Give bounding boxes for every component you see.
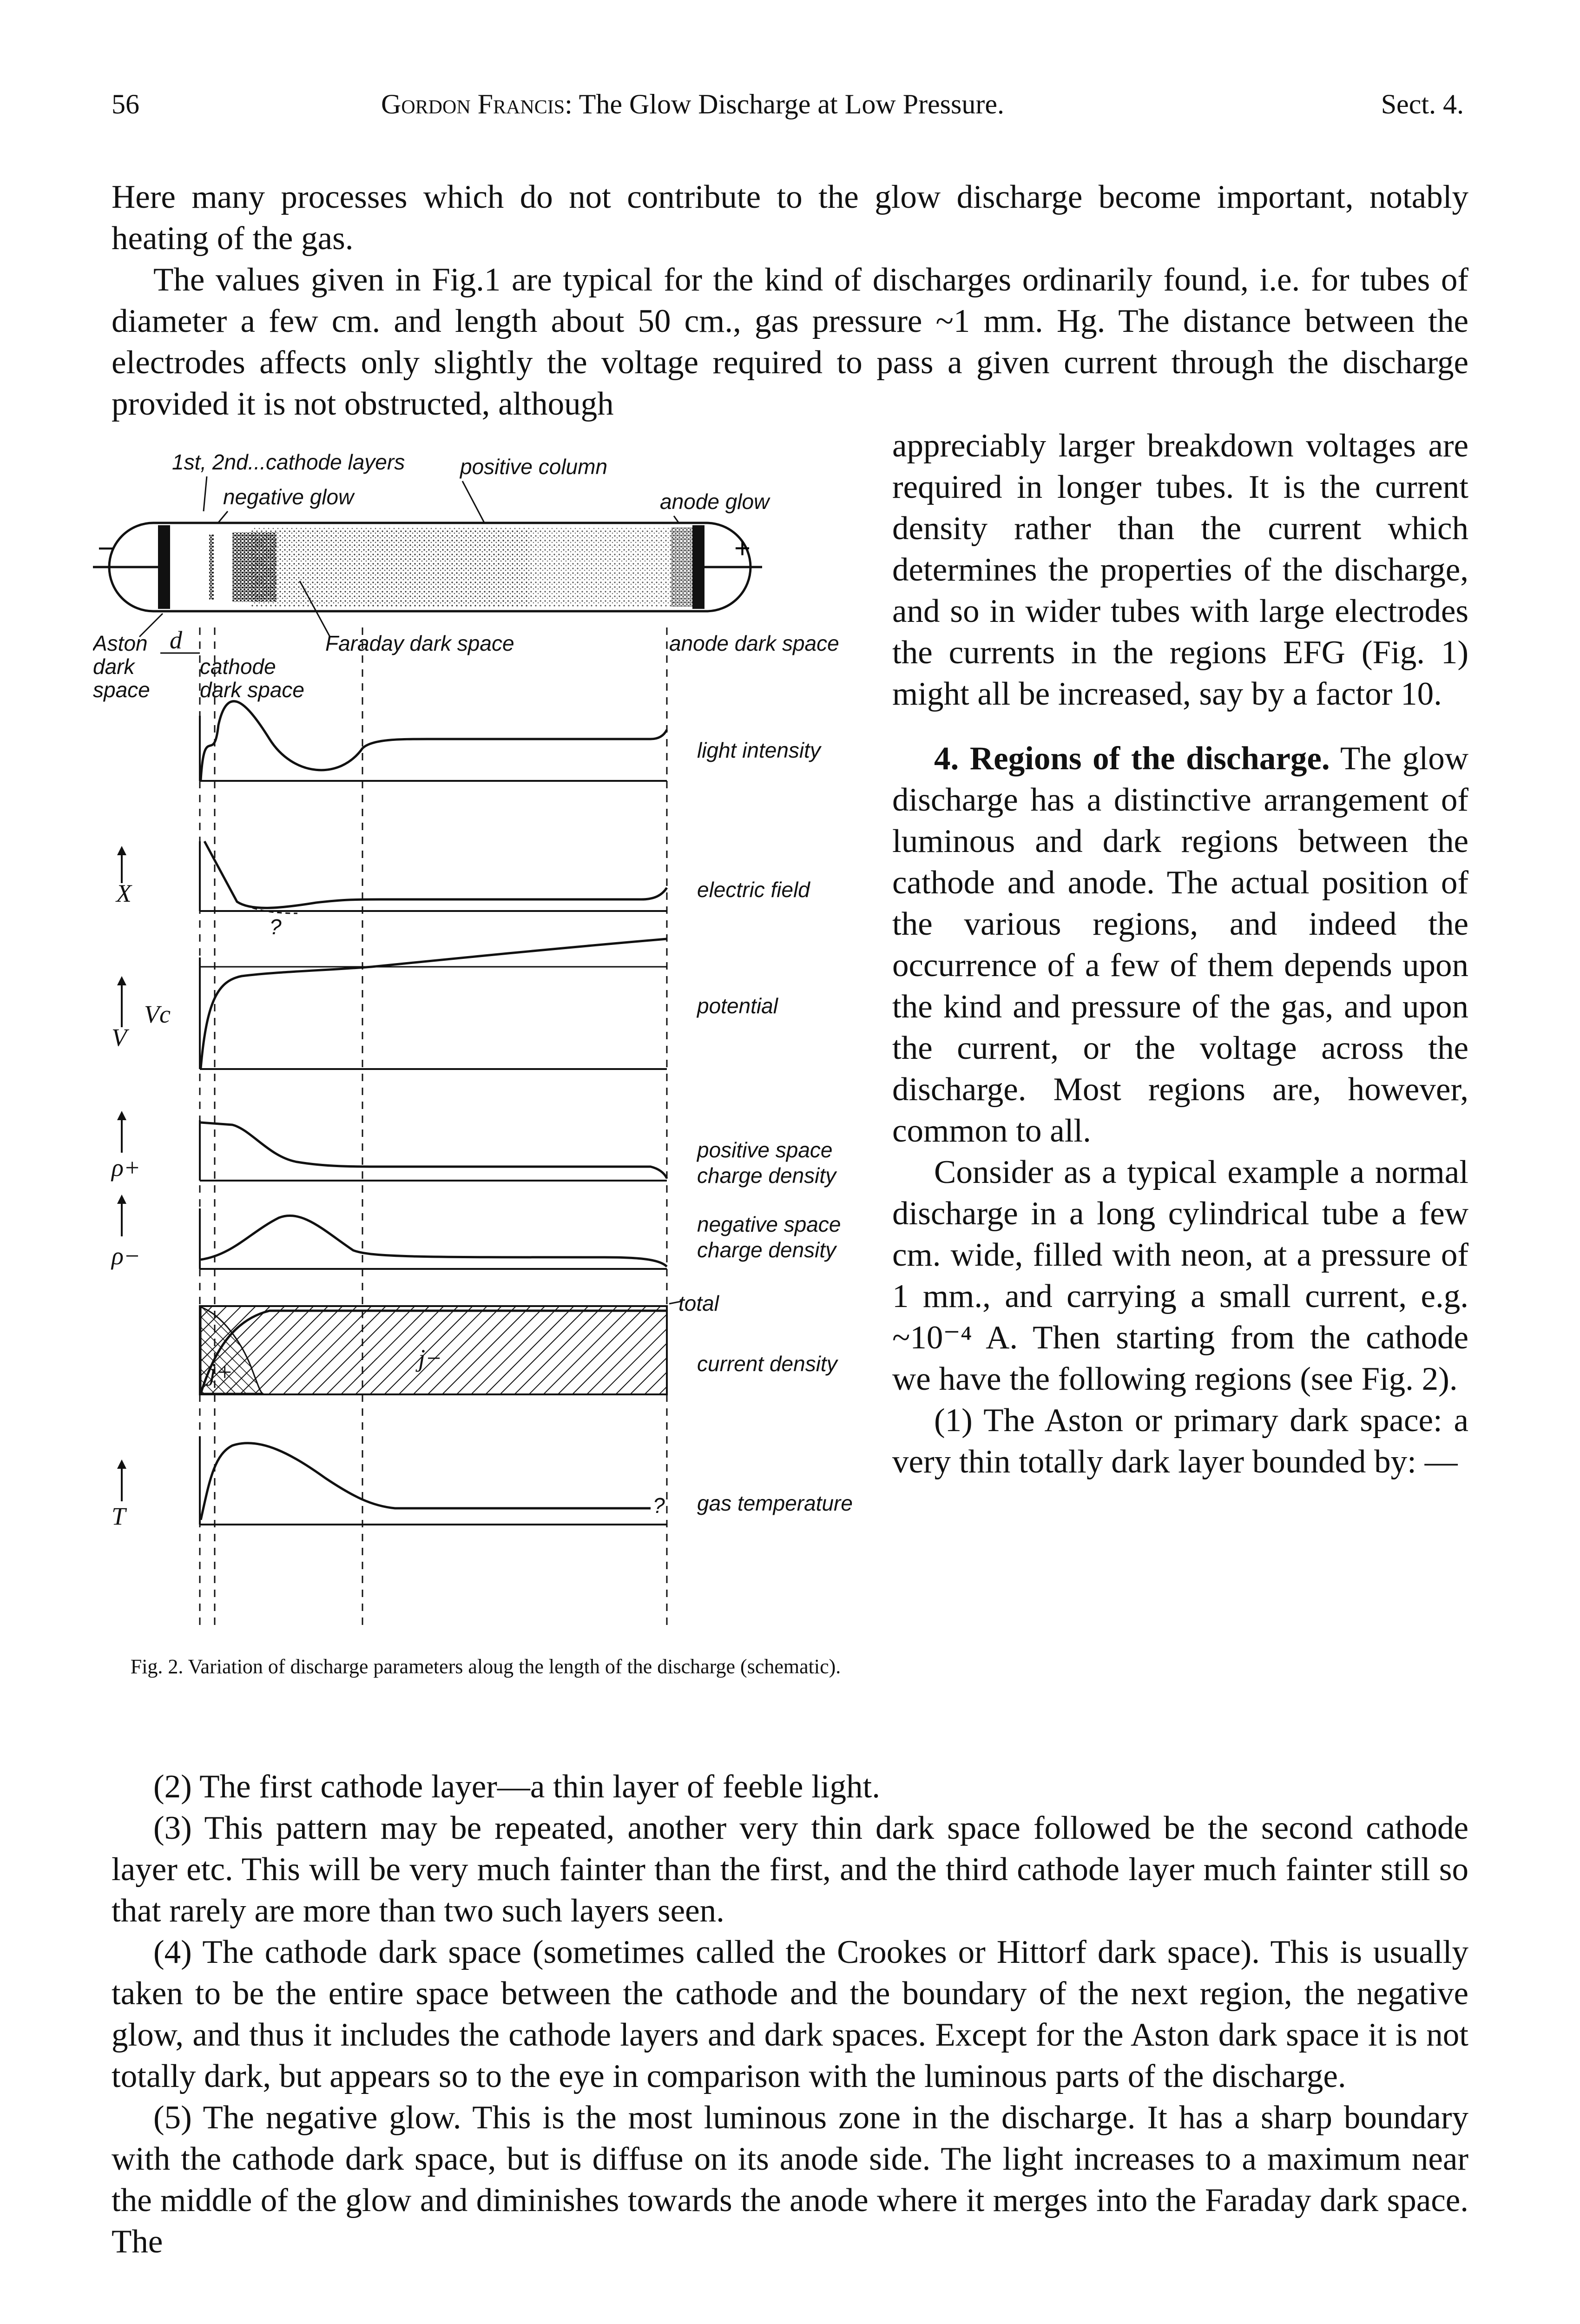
region-item-5: (5) The negative glow. This is the most luminous zone in the discharge. It has a sharp boundary with the cathode dark space, but is diffuse on its anode side. The light increases to a maximum near the middle of the glow and diminishes towards the anode where it merges into the Faraday dark space. The xyxy=(112,2100,1468,2260)
axis-rho-plus-symbol: ρ+ xyxy=(112,1154,141,1182)
section-4-text: The glow discharge has a distinctive arrangement of luminous and dark regions between the cathode and anode. The actual position of the various regions, and indeed the occurrence of a few of them depends upon the kind and pressure of the gas, and upon the current, or the voltage across the discharge. Most regions are, however, common to all. xyxy=(892,740,1468,1149)
gastemp-question: ? xyxy=(653,1493,665,1518)
lower-block xyxy=(112,1766,1468,2263)
label-electric-field: electric field xyxy=(697,878,810,902)
anode-plus-sign: + xyxy=(734,533,751,564)
panel-gas-temperature xyxy=(112,1436,853,1530)
leader-cathode-layers xyxy=(204,476,207,511)
region-item-4: (4) The cathode dark space (sometimes called the Crookes or Hittorf dark space). This is usually taken to be the entire space between the cathode and the boundary of the next region, the negative glow, and thus it includes the cathode layers and dark spaces. Except for the Aston dark space it is not totally dark, but appears so to the eye in comparison with the luminous parts of the discharge. xyxy=(112,1934,1468,2094)
label-j-plus: j+ xyxy=(209,1358,233,1386)
label-aston-3: space xyxy=(93,678,150,702)
axis-rho-minus-symbol: ρ− xyxy=(112,1242,141,1270)
right-column xyxy=(892,425,1468,1483)
book-title: : The Glow Discharge at Low Pressure. xyxy=(565,89,1004,119)
region-item-3: (3) This pattern may be repeated, another very thin dark space followed be the second cathode layer etc. This will be very much fainter than the first, and the third cathode layer much fainter still so that rarely are more than two such layers seen. xyxy=(112,1810,1468,1929)
intro-paragraph-2: The values given in Fig.1 are typical for the kind of discharges ordinarily found, i.e. for tubes of diameter a few cm. and length about 50 cm., gas pressure ~1 mm. Hg. The distance between the electrodes affects only slightly the voltage required to pass a given current through the discharge provided it is not obstructed, although xyxy=(112,262,1468,422)
cathode-electrode xyxy=(158,525,170,609)
gas-temperature-curve xyxy=(201,1443,651,1520)
region-boundaries xyxy=(200,627,667,1631)
efield-question: ? xyxy=(270,915,282,939)
label-faraday: Faraday dark space xyxy=(325,631,514,655)
axis-v-symbol: V xyxy=(112,1023,127,1051)
label-gas-temperature: gas temperature xyxy=(697,1491,853,1515)
section-heading: 4. Regions of the discharge. xyxy=(934,740,1330,777)
positive-charge-curve xyxy=(201,1122,667,1178)
author-name: Gordon Francis xyxy=(381,89,565,119)
cathode-minus-sign: − xyxy=(98,533,114,564)
cathode-layer xyxy=(209,535,214,600)
negative-charge-curve xyxy=(201,1215,667,1267)
figure-caption: Fig. 2. Variation of discharge parameters aloug the length of the discharge (schematic). xyxy=(130,1655,841,1678)
intro-paragraph-1: Here many processes which do not contribute to the glow discharge become important, notably heating of the gas. xyxy=(112,179,1468,257)
panel-potential xyxy=(112,939,779,1069)
running-title xyxy=(381,88,1004,120)
panel-light-intensity xyxy=(200,701,822,781)
label-neg-charge-2: charge density xyxy=(697,1238,836,1262)
label-cathode-ds-2: dark space xyxy=(200,678,305,702)
label-cathode-layers: 1st, 2nd...cathode layers xyxy=(172,450,405,474)
anode-electrode xyxy=(692,525,704,609)
label-anode-ds: anode dark space xyxy=(669,631,839,655)
region-item-2: (2) The first cathode layer—a thin layer of feeble light. xyxy=(153,1769,881,1805)
section-4-paragraph-1 xyxy=(892,738,1468,1152)
light-intensity-curve xyxy=(201,701,667,780)
axis-x-symbol: X xyxy=(116,879,132,907)
electric-field-curve xyxy=(204,841,667,908)
leader-positive-column xyxy=(462,481,486,525)
panel-positive-charge xyxy=(111,1111,837,1188)
negative-glow-bright xyxy=(232,532,276,602)
panel-current-density xyxy=(200,1291,839,1394)
label-pos-charge-2: charge density xyxy=(697,1163,836,1188)
label-pos-charge-1: positive space xyxy=(697,1138,833,1162)
label-d: d xyxy=(170,626,182,654)
label-negative-glow: negative glow xyxy=(223,485,354,509)
label-anode-glow: anode glow xyxy=(660,489,770,514)
anode-glow-region xyxy=(672,528,692,607)
figure-2-diagram xyxy=(93,442,883,1631)
running-header xyxy=(112,88,1464,125)
intro-block xyxy=(112,177,1468,425)
section-label: Sect. 4. xyxy=(1381,89,1464,119)
region-item-1: (1) The Aston or primary dark space: a very thin totally dark layer bounded by: — xyxy=(892,1402,1468,1480)
panel-electric-field xyxy=(115,841,810,939)
label-cathode-ds-1: cathode xyxy=(200,654,276,679)
axis-t-symbol: T xyxy=(112,1502,126,1530)
leader-aston xyxy=(139,614,163,637)
discharge-tube xyxy=(93,523,762,611)
page-number: 56 xyxy=(112,89,139,119)
label-aston-2: dark xyxy=(93,654,135,679)
label-aston-1: Aston xyxy=(93,631,148,655)
label-neg-charge-1: negative space xyxy=(697,1212,841,1236)
label-j-minus: j− xyxy=(418,1344,442,1372)
label-light-intensity: light intensity xyxy=(697,738,821,762)
label-potential: potential xyxy=(697,994,778,1018)
potential-curve xyxy=(201,939,667,1068)
section-4-paragraph-2: Consider as a typical example a normal discharge in a long cylindrical tube a few cm. wide, filled with neon, at a pressure of 1 mm., and carrying a small current, e.g. ~10⁻⁴ A. Then starting from the cathode we have the following regions (see Fig. 2). xyxy=(892,1154,1468,1397)
label-positive-column: positive column xyxy=(460,455,608,479)
positive-column-region xyxy=(367,528,674,607)
axis-vc-symbol: Vc xyxy=(144,1000,171,1028)
panel-negative-charge xyxy=(111,1195,841,1270)
label-current-density: current density xyxy=(697,1352,837,1376)
intro-paragraph-2-continued: appreciably larger breakdown voltages are required in longer tubes. It is the current density rather than the current which determines the properties of the discharge, and so in wider tubes with large electrodes the currents in the regions EFG (Fig. 1) might all be increased, say by a factor 10. xyxy=(892,428,1468,712)
label-total: total xyxy=(678,1291,719,1315)
